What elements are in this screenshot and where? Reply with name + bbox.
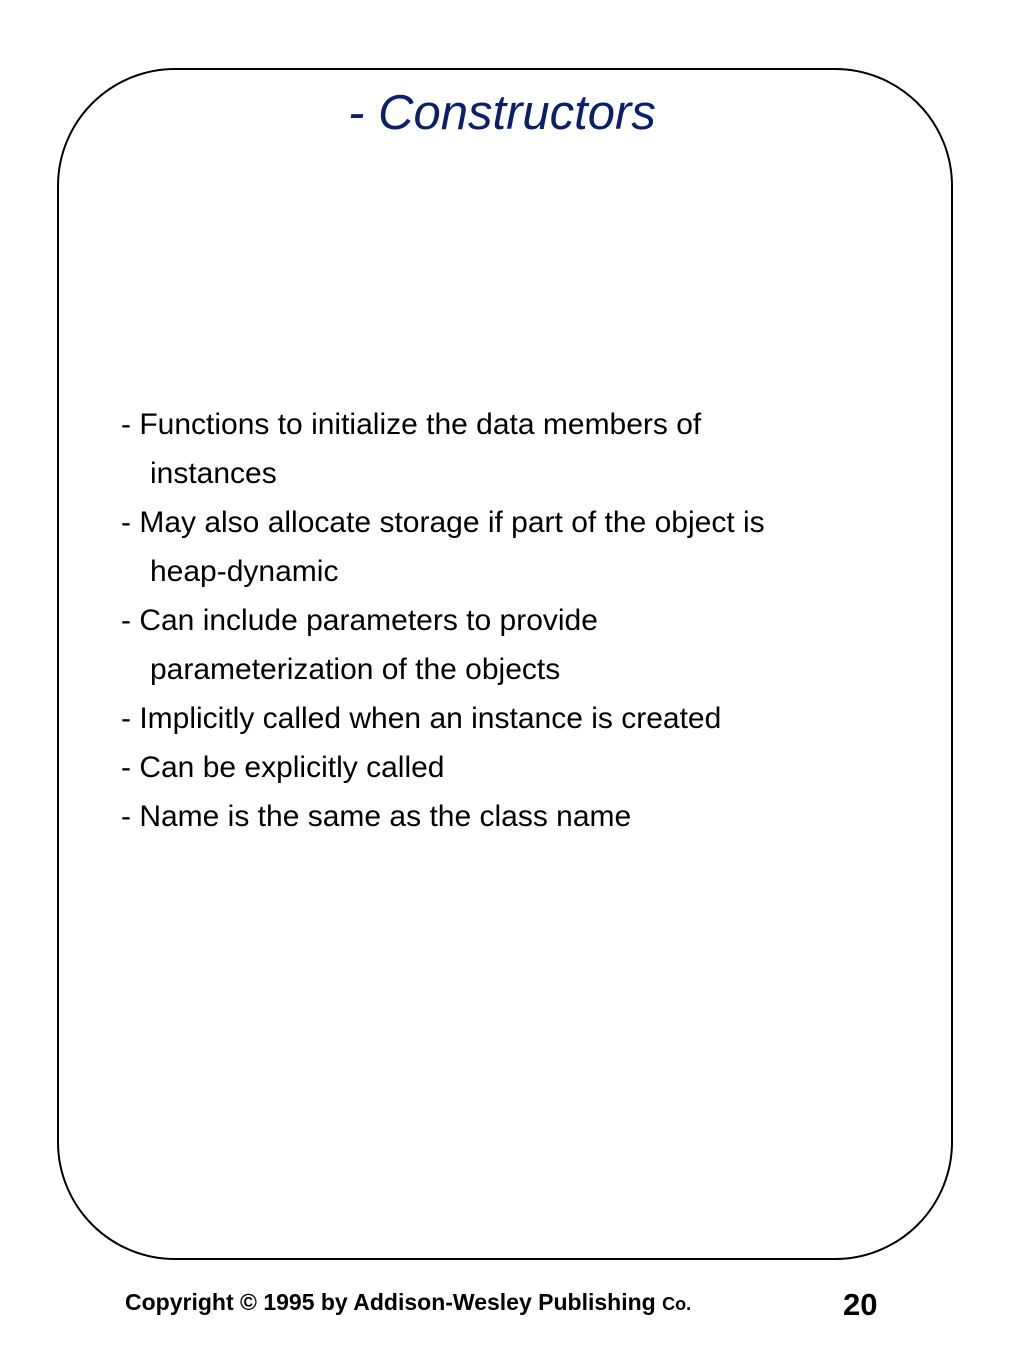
- bullet-item-continuation: heap-dynamic: [150, 555, 339, 588]
- bullet-list: [121, 400, 921, 841]
- page-number: 20: [843, 1287, 878, 1322]
- bullet-item: - May also allocate storage if part of the object is: [121, 506, 765, 539]
- bullet-item-continuation: instances: [150, 457, 277, 490]
- copyright-text: Copyright © 1995 by Addison-Wesley Publishing: [125, 1289, 663, 1315]
- slide-title: - Constructors: [348, 86, 656, 140]
- bullet-item: - Name is the same as the class name: [121, 800, 632, 833]
- bullet-item: - Can include parameters to provide: [121, 604, 598, 637]
- bullet-item-continuation: parameterization of the objects: [150, 653, 561, 686]
- copyright-suffix: Co.: [662, 1294, 692, 1314]
- bullet-item: - Can be explicitly called: [121, 751, 445, 784]
- bullet-item: - Implicitly called when an instance is created: [121, 702, 722, 735]
- copyright-footer: [125, 1289, 691, 1316]
- bullet-item: - Functions to initialize the data members of: [121, 408, 702, 441]
